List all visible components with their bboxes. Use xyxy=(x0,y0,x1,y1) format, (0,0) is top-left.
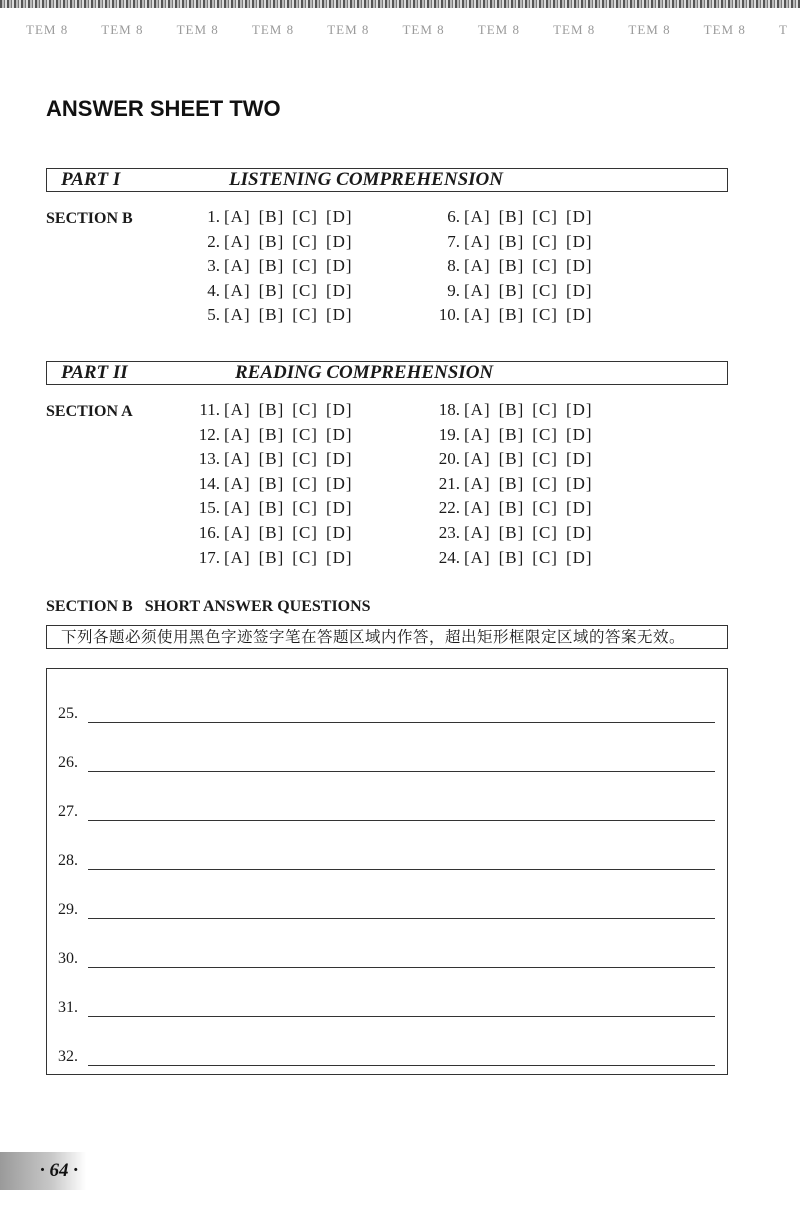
answer-option[interactable]: [D] xyxy=(565,256,593,276)
question-row xyxy=(420,232,601,257)
answer-option[interactable]: [C] xyxy=(292,498,318,518)
answer-line[interactable] xyxy=(58,799,718,823)
answer-rule[interactable] xyxy=(88,722,715,723)
answer-rule[interactable] xyxy=(88,1016,715,1017)
running-head: TEM 8 xyxy=(553,22,596,37)
answer-option[interactable]: [A] xyxy=(464,498,491,518)
page-title: ANSWER SHEET TWO xyxy=(46,96,281,121)
answer-option[interactable]: [A] xyxy=(224,305,251,325)
answer-option[interactable]: [D] xyxy=(565,424,593,444)
answer-line[interactable] xyxy=(58,848,718,872)
answer-option[interactable]: [C] xyxy=(532,207,558,226)
answer-option[interactable]: [C] xyxy=(292,305,318,325)
part-title: READING COMPREHENSION xyxy=(235,362,494,383)
answer-number: 28. xyxy=(58,852,78,869)
answer-option[interactable]: [B] xyxy=(498,473,525,493)
running-head: TEM 8 xyxy=(703,22,746,37)
question-number: 20. xyxy=(438,449,460,469)
running-header xyxy=(0,22,800,46)
answer-option[interactable]: [D] xyxy=(325,231,353,251)
running-head: TEM 8 xyxy=(176,22,219,37)
question-row xyxy=(180,207,361,232)
answer-option[interactable]: [C] xyxy=(532,231,558,251)
answer-option[interactable]: [D] xyxy=(325,498,353,518)
answer-option[interactable]: [C] xyxy=(532,449,558,469)
answer-option[interactable]: [D] xyxy=(325,207,353,226)
answer-option[interactable]: [B] xyxy=(498,280,525,300)
question-number: 24. xyxy=(438,547,460,567)
answer-option[interactable]: [B] xyxy=(258,473,285,493)
question-number: 12. xyxy=(198,424,220,444)
question-number: 13. xyxy=(198,449,220,469)
answer-option[interactable]: [B] xyxy=(258,498,285,518)
question-number: 9. xyxy=(447,280,460,300)
answer-option[interactable]: [B] xyxy=(258,231,285,251)
answer-number: 29. xyxy=(58,901,78,918)
answer-option[interactable]: [B] xyxy=(498,547,525,567)
answer-option[interactable]: [D] xyxy=(565,231,593,251)
top-edge-strip xyxy=(0,0,800,8)
question-number: 19. xyxy=(438,424,460,444)
section-label: SECTION B SHORT ANSWER QUESTIONS xyxy=(46,598,371,615)
question-row xyxy=(420,498,601,523)
answer-option[interactable]: [A] xyxy=(464,547,491,567)
question-row xyxy=(420,548,601,573)
answer-number: 25. xyxy=(58,705,78,722)
answer-option[interactable]: [D] xyxy=(325,522,353,542)
answer-option[interactable]: [B] xyxy=(498,231,525,251)
answer-option[interactable]: [B] xyxy=(258,424,285,444)
answer-option[interactable]: [B] xyxy=(258,522,285,542)
answer-option[interactable]: [C] xyxy=(292,280,318,300)
question-number: 10. xyxy=(438,305,460,325)
answer-option[interactable]: [A] xyxy=(224,424,251,444)
question-number: 21. xyxy=(438,473,460,493)
running-head: TEM 8 xyxy=(402,22,445,37)
answer-line[interactable] xyxy=(58,701,718,725)
question-column xyxy=(420,400,601,572)
answer-option[interactable]: [B] xyxy=(258,547,285,567)
question-number: 3. xyxy=(207,256,220,276)
answer-option[interactable]: [A] xyxy=(464,522,491,542)
part-number: PART I xyxy=(61,169,121,190)
question-number: 14. xyxy=(198,473,220,493)
page-number: · 64 · xyxy=(40,1160,78,1181)
answer-option[interactable]: [C] xyxy=(532,522,558,542)
question-row xyxy=(420,400,601,425)
answer-line[interactable] xyxy=(58,897,718,921)
answer-option[interactable]: [C] xyxy=(532,547,558,567)
answer-rule[interactable] xyxy=(88,771,715,772)
answer-option[interactable]: [D] xyxy=(565,473,593,493)
answer-rule[interactable] xyxy=(88,918,715,919)
answer-option[interactable]: [A] xyxy=(464,256,491,276)
question-number: 5. xyxy=(207,305,220,325)
question-row xyxy=(180,232,361,257)
answer-option[interactable]: [D] xyxy=(325,305,353,325)
running-head: TEM 8 xyxy=(327,22,370,37)
question-column xyxy=(180,207,361,330)
question-number: 7. xyxy=(447,231,460,251)
question-number: 22. xyxy=(438,498,460,518)
answer-option[interactable]: [B] xyxy=(258,256,285,276)
answer-number: 32. xyxy=(58,1048,78,1065)
question-row xyxy=(180,281,361,306)
question-row xyxy=(180,498,361,523)
question-row xyxy=(180,305,361,330)
question-number: 23. xyxy=(438,522,460,542)
answer-option[interactable]: [D] xyxy=(565,305,593,325)
answer-option[interactable]: [C] xyxy=(292,473,318,493)
answer-option[interactable]: [D] xyxy=(565,400,593,419)
question-row xyxy=(180,548,361,573)
answer-option[interactable]: [D] xyxy=(325,547,353,567)
answer-rule[interactable] xyxy=(88,967,715,968)
answer-option[interactable]: [C] xyxy=(532,400,558,419)
question-number: 6. xyxy=(447,207,460,226)
answer-option[interactable]: [D] xyxy=(325,400,353,419)
answer-number: 30. xyxy=(58,950,78,967)
answer-option[interactable]: [B] xyxy=(498,207,525,226)
question-row xyxy=(180,400,361,425)
answer-option[interactable]: [A] xyxy=(464,207,491,226)
running-head: TEM 8 xyxy=(477,22,520,37)
answer-rule[interactable] xyxy=(88,820,715,821)
answer-option[interactable]: [A] xyxy=(464,305,491,325)
question-number: 17. xyxy=(198,547,220,567)
question-number: 1. xyxy=(207,207,220,226)
question-column xyxy=(420,207,601,330)
answer-option[interactable]: [A] xyxy=(464,231,491,251)
question-row xyxy=(420,523,601,548)
question-column xyxy=(180,400,361,572)
question-row xyxy=(420,474,601,499)
answer-option[interactable]: [D] xyxy=(325,256,353,276)
question-row xyxy=(180,474,361,499)
question-number: 11. xyxy=(199,400,220,419)
answer-option[interactable]: [D] xyxy=(325,280,353,300)
answer-option[interactable]: [D] xyxy=(325,473,353,493)
answer-option[interactable]: [B] xyxy=(498,498,525,518)
running-head: TEM 8 xyxy=(251,22,295,37)
answer-option[interactable]: [A] xyxy=(224,547,251,567)
question-number: 15. xyxy=(198,498,220,518)
answer-option[interactable]: [B] xyxy=(258,400,285,419)
answer-option[interactable]: [A] xyxy=(464,280,491,300)
answer-option[interactable]: [B] xyxy=(498,522,525,542)
answer-option[interactable]: [B] xyxy=(498,305,525,325)
answer-option[interactable]: [A] xyxy=(224,449,251,469)
answer-line[interactable] xyxy=(58,946,718,970)
answer-rule[interactable] xyxy=(88,869,715,870)
part-1-header xyxy=(46,168,728,192)
answer-option[interactable]: [A] xyxy=(224,280,251,300)
answer-option[interactable]: [A] xyxy=(224,473,251,493)
answer-option[interactable]: [A] xyxy=(224,231,251,251)
answer-option[interactable]: [C] xyxy=(292,449,318,469)
answer-option[interactable]: [B] xyxy=(498,256,525,276)
running-head: TEM 8 xyxy=(628,22,671,37)
question-row xyxy=(420,281,601,306)
answer-option[interactable]: [A] xyxy=(464,449,491,469)
answer-option[interactable]: [A] xyxy=(224,498,251,518)
answer-option[interactable]: [C] xyxy=(292,547,318,567)
answer-option[interactable]: [A] xyxy=(224,256,251,276)
answer-option[interactable]: [B] xyxy=(258,449,285,469)
question-number: 18. xyxy=(438,400,460,419)
running-head: TEM 8 xyxy=(101,22,144,37)
answer-option[interactable]: [A] xyxy=(224,522,251,542)
question-number: 2. xyxy=(207,231,220,251)
answer-number: 31. xyxy=(58,999,78,1016)
question-row xyxy=(420,425,601,450)
question-row xyxy=(420,256,601,281)
answer-option[interactable]: [B] xyxy=(258,280,285,300)
answer-number: 26. xyxy=(58,754,78,771)
answer-option[interactable]: [D] xyxy=(565,280,593,300)
answer-line[interactable] xyxy=(58,1044,718,1068)
answer-line[interactable] xyxy=(58,750,718,774)
question-number: 4. xyxy=(207,280,220,300)
running-head: TEM 8 xyxy=(26,22,69,37)
answer-option[interactable]: [C] xyxy=(292,256,318,276)
answer-option[interactable]: [A] xyxy=(224,400,251,419)
answer-option[interactable]: [B] xyxy=(498,424,525,444)
instruction-note: 下列各题必须使用黑色字迹签字笔在答题区域内作答，超出矩形框限定区域的答案无效。 xyxy=(46,625,728,649)
answer-option[interactable]: [D] xyxy=(565,498,593,518)
answer-option[interactable]: [D] xyxy=(565,522,593,542)
question-row xyxy=(180,449,361,474)
answer-option[interactable]: [B] xyxy=(258,305,285,325)
answer-option[interactable]: [B] xyxy=(258,207,285,226)
answer-option[interactable]: [D] xyxy=(565,547,593,567)
answer-option[interactable]: [C] xyxy=(532,256,558,276)
running-head: T xyxy=(778,22,788,37)
part-2-header xyxy=(46,361,728,385)
answer-option[interactable]: [C] xyxy=(292,207,318,226)
answer-option[interactable]: [D] xyxy=(325,424,353,444)
answer-rule[interactable] xyxy=(88,1065,715,1066)
section-label: SECTION B xyxy=(46,210,133,227)
answer-number: 27. xyxy=(58,803,78,820)
answer-option[interactable]: [D] xyxy=(565,207,593,226)
answer-option[interactable]: [C] xyxy=(292,400,318,419)
question-row xyxy=(180,256,361,281)
answer-option[interactable]: [C] xyxy=(532,280,558,300)
answer-option[interactable]: [C] xyxy=(532,305,558,325)
answer-option[interactable]: [C] xyxy=(292,424,318,444)
answer-option[interactable]: [D] xyxy=(325,449,353,469)
part-number: PART II xyxy=(61,362,128,383)
answer-option[interactable]: [A] xyxy=(464,424,491,444)
answer-option[interactable]: [B] xyxy=(498,449,525,469)
answer-option[interactable]: [A] xyxy=(224,207,251,226)
question-row xyxy=(180,523,361,548)
answer-option[interactable]: [C] xyxy=(532,424,558,444)
answer-option[interactable]: [B] xyxy=(498,400,525,419)
answer-line[interactable] xyxy=(58,995,718,1019)
section-label: SECTION A xyxy=(46,403,133,420)
question-number: 16. xyxy=(198,522,220,542)
question-row xyxy=(180,425,361,450)
question-row xyxy=(420,207,601,232)
question-row xyxy=(420,305,601,330)
answer-option[interactable]: [C] xyxy=(292,231,318,251)
answer-option[interactable]: [A] xyxy=(464,473,491,493)
question-number: 8. xyxy=(447,256,460,276)
question-row xyxy=(420,449,601,474)
part-title: LISTENING COMPREHENSION xyxy=(229,169,503,190)
answer-option[interactable]: [C] xyxy=(292,522,318,542)
answer-option[interactable]: [C] xyxy=(532,498,558,518)
answer-option[interactable]: [C] xyxy=(532,473,558,493)
answer-option[interactable]: [D] xyxy=(565,449,593,469)
answer-option[interactable]: [A] xyxy=(464,400,491,419)
